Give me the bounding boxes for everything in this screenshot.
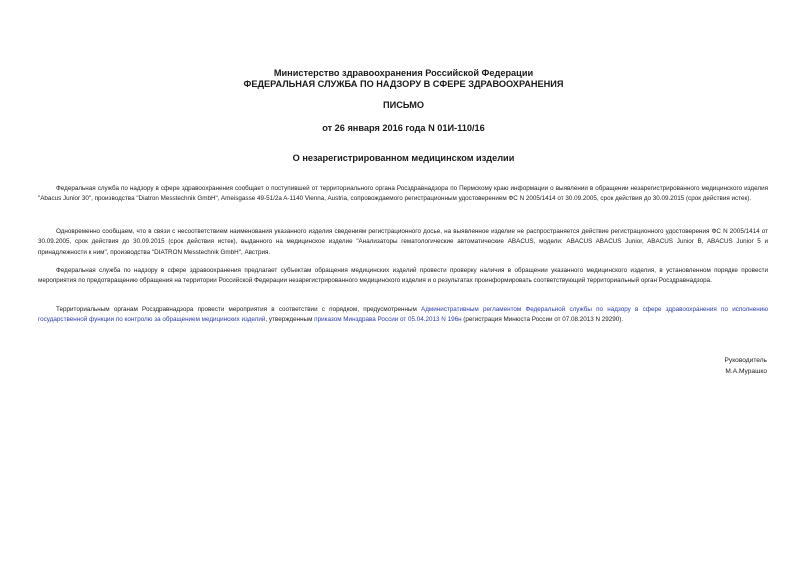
document-date-number: от 26 января 2016 года N 01И-110/16	[322, 123, 485, 133]
paragraph-4-start: Территориальным органам Росздравнадзора провести мероприятия в соответствии с порядком, предусмотренным	[56, 306, 422, 313]
service-title: ФЕДЕРАЛЬНАЯ СЛУЖБА ПО НАДЗОРУ В СФЕРЕ ЗДРАВООХРАНЕНИЯ	[243, 79, 564, 89]
paragraph-4-mid: , утвержденным	[265, 316, 315, 324]
document-type: ПИСЬМО	[382, 100, 425, 110]
paragraph-1: Федеральная служба по надзору в сфере здравоохранения сообщает о поступившей от территориального органа Росздравнадзора по Пермскому краю информации о выявлении в обращении незарегистрированного медицинского изделия "Abacus Junior 30", производства "Diatron Messtechnik GmbH", Ameisgasse 49-51/2a A-1140 Vienna, Austria, сопровождаемого регистрационным удостоверением ФС N 2005/1414 от 30.09.2005, срок действия до 30.09.2015 (срок действия истек).	[38, 185, 768, 203]
paragraph-4	[38, 305, 768, 326]
document-subject: О незарегистрированном медицинском изделии	[292, 153, 515, 163]
signature-role: Руководитель	[724, 357, 767, 364]
ministry-title: Министерство здравоохранения Российской Федерации	[273, 68, 534, 78]
signature-name: М.А.Мурашко	[725, 368, 767, 375]
order-link[interactable]: приказом Минздрава России от 05.04.2013 N 196н	[314, 316, 462, 324]
regulation-link[interactable]: Административным регламентом Федеральной службы по надзору в сфере здравоохранения по исполнению государственной функции по контролю за обращением медицинских изделий	[38, 306, 768, 324]
paragraph-4-end: (регистрация Минюста России от 07.08.2013 N 29290).	[461, 316, 624, 324]
paragraph-3: Федеральная служба по надзору в сфере здравоохранения предлагает субъектам обращения медицинских изделий провести проверку наличия в обращении указанного медицинского изделия, в установленном порядке провести мероприятия по предотвращению обращения на территории Российской Федерации незарегистрированного медицинского изделия и о результатах проинформировать соответствующий территориальный орган Росздравнадзора.	[38, 267, 768, 285]
paragraph-2: Одновременно сообщаем, что в связи с несоответствием наименования указанного изделия сведениям регистрационного досье, на выявленное изделие не распространяется действие регистрационного удостоверения ФС N 2005/1414 от 30.09.2005, срок действия до 30.09.2015 (срок действия истек), выданного на медицинское изделие "Анализаторы гематологические автоматические ABACUS, модели: ABACUS ABACUS Junior, ABACUS Junior B, ABACUS Junior 5 и принадлежности к ним", производства "DIATRON Messtechnik GmbH", Австрия.	[38, 228, 768, 256]
